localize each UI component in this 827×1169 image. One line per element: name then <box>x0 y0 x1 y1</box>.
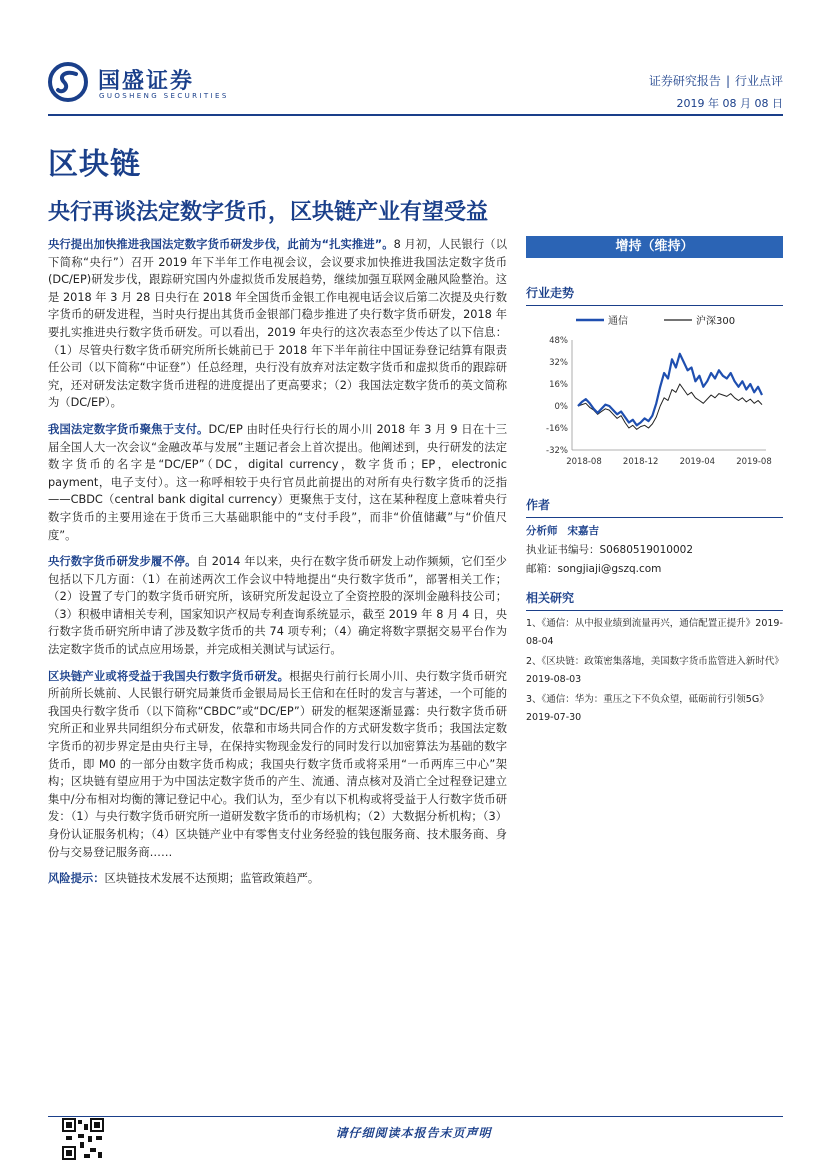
header-divider <box>48 114 783 116</box>
legend-label: 沪深300 <box>696 316 736 327</box>
risk-paragraph <box>48 870 507 888</box>
x-tick-label: 2019-08 <box>736 457 772 467</box>
logo-text: 国盛证券 <box>98 69 195 94</box>
sector-title: 区块链 <box>48 147 141 182</box>
y-tick-label: -16% <box>546 424 568 434</box>
body-paragraph <box>48 236 507 412</box>
author-section-title: 作者 <box>526 490 783 518</box>
y-tick-label: 16% <box>549 380 568 390</box>
logo-english-text: GUOSHENG SECURITIES <box>99 92 229 100</box>
paragraph-lead: 我国法定数字货币聚焦于支付。 <box>48 422 209 436</box>
y-tick-label: 0% <box>554 402 568 412</box>
rating-badge: 增持（维持） <box>526 236 783 258</box>
paragraph-text: DC/EP 由时任央行行长的周小川 2018 年 3 月 9 日在十三届全国人大一次会议“金融改革与发展”主题记者会上首次提出。他阐述到，央行研发的法定数字货币的名字是“DC/EP”（DC，digital currency，数字货币；EP，electronic payment，电子支付）。这一称呼相较于央行官员此前提出的对所有央行数字货币的泛指——CBDC（central bank digital currency）更聚焦于支付，这在某种程度上意味着央行数字货币的主要用途在于货币三大基础职能中的“支付手段”，而非“价值储藏”与“价值尺度”。 <box>48 422 507 542</box>
analyst-email: 邮箱：songjiaji@gszq.com <box>526 563 662 575</box>
related-section-title: 相关研究 <box>526 583 783 611</box>
chart-plot-area <box>578 354 762 430</box>
series-line <box>578 384 762 429</box>
report-type-primary: 证券研究报告 <box>648 74 721 88</box>
x-tick-label: 2018-12 <box>622 457 659 467</box>
analyst-row <box>526 522 783 541</box>
x-tick-label: 2019-04 <box>679 457 716 467</box>
chart-legend <box>576 314 735 327</box>
series-line <box>578 354 762 426</box>
paragraph-text: 8 月初，人民银行（以下简称“央行”）召开 2019 年下半年工作电视会议，会议要求加快推进我国法定数字货币(DC/EP)研发步伐，跟踪研究国内外虚拟货币发展趋势，继续加强互联网金融风险整治。这是 2018 年 3 月 28 日央行在 2018 年全国货币金银工作电视电话会议后第二次提及央行数字货币的研发进程，当时央行提出其货币金银部门稳步推进了央行数字货币研发，2018 年要扎实推进央行数字货币研发。可以看出，2019 年央行的这次表态至少传达了以下信息：（1）尽管央行数字货币研究所所长姚前已于 2018 年下半年前往中国证券登记结算有限责任公司（以下简称“中证登”）任总经理，央行没有放弃对法定数字货币和虚拟货币的跟踪研究，还对研发法定数字货币进程的进度提出了更高要求；（2）我国法定数字货币的英文简称为（DC/EP）。 <box>48 238 507 410</box>
risk-text: 区块链技术发展不达预期；监管政策趋严。 <box>104 872 320 886</box>
author-info <box>526 518 783 579</box>
y-tick-label: -32% <box>546 446 568 456</box>
risk-lead: 风险提示： <box>48 872 105 886</box>
report-type-separator: | <box>725 74 730 88</box>
legend-label: 通信 <box>608 316 628 327</box>
related-research-item[interactable]: 2、《区块链：政策密集落地，美国数字货币监管进入新时代》2019-08-03 <box>526 656 780 685</box>
paragraph-text: 根据央行前行长周小川、央行数字货币研究所前所长姚前、人民银行研究局兼货币金银局局长王信和在任时的发言与著述，一个可能的我国央行数字货币（以下简称“CBDC”或“DC/EP”）研发的框架逐渐显露：央行数字货币研究所正和业界共同组织分布式研发，依靠和市场共同合作的方式研发数字货币；我国法定数字货币的初步界定是由央行主导，在保持实物现金发行的同时发行以加密算法为基础的数字货币，即 M0 的一部分由数字货币构成；我国央行数字货币或将采用“一币两库三中心”架构；区块链有望应用于为中国法定数字货币的产生、流通、清点核对及消亡全过程登记建立集中/分布相对均衡的簿记登记中心。我们认为，至少有以下机构或将受益于人行数字货币研发：（1）与央行数字货币研究所一道研发数字货币的市场机构；（2）大数据分析机构；（3）身份认证服务机构；（4）区块链产业中有零售支付业务经验的钱包服务商、技术服务商、身份与交易登记服务商…… <box>48 669 507 859</box>
analyst-label: 分析师 <box>526 525 558 537</box>
chart-x-axis <box>566 450 772 467</box>
paragraph-lead: 央行数字货币研发步履不停。 <box>48 555 197 569</box>
body-paragraph <box>48 421 507 544</box>
paragraph-lead: 区块链产业或将受益于我国央行数字货币研发。 <box>48 669 290 683</box>
main-body <box>48 236 507 897</box>
x-tick-label: 2018-08 <box>566 457 602 467</box>
trend-section-title: 行业走势 <box>526 278 783 306</box>
related-research-list <box>526 611 783 727</box>
sidebar <box>526 236 783 729</box>
y-tick-label: 48% <box>549 336 568 346</box>
report-headline: 央行再谈法定数字货币，区块链产业有望受益 <box>48 200 489 225</box>
chart-y-axis <box>546 336 572 456</box>
y-tick-label: 32% <box>549 358 568 368</box>
logo-icon <box>48 62 88 102</box>
related-research-item[interactable]: 1、《通信：从中报业绩到流量再兴，通信配置正提升》2019-08-04 <box>526 618 783 647</box>
paragraph-lead: 央行提出加快推进我国法定数字货币研发步伐，此前为“扎实推进”。 <box>48 238 394 251</box>
trend-chart-svg <box>526 306 783 476</box>
body-paragraph <box>48 668 507 862</box>
related-research-item[interactable]: 3、《通信：华为：重压之下不负众望，砥砺前行引领5G》2019-07-30 <box>526 694 769 723</box>
paragraph-text: 自 2014 年以来，央行在数字货币研发上动作频频，它们至少包括以下几方面：（1）在前述两次工作会议中特地提出“央行数字货币”，部署相关工作；（2）设置了专门的数字货币研究所，该研究所发起设立了全资控股的深圳金融科技公司；（3）积极申请相关专利，国家知识产权局专利查询系统显示，截至 2019 年 8 月 4 日，央行数字货币研究所申请了涉及数字货币的共 74 项专利；（4）确定将数字票据交易平台作为法定数字货币的试点应用场景，并完成相关测试与试运行。 <box>48 555 507 657</box>
body-paragraph <box>48 553 507 659</box>
footer-divider <box>48 1116 783 1117</box>
analyst-certificate: 执业证书编号：S0680519010002 <box>526 544 694 556</box>
footer-disclaimer-note: 请仔细阅读本报告末页声明 <box>335 1126 492 1140</box>
report-type <box>649 72 783 89</box>
trend-chart <box>526 306 783 476</box>
report-date: 2019 年 08 月 08 日 <box>676 97 783 110</box>
analyst-name: 宋嘉吉 <box>567 525 599 537</box>
page-header <box>48 62 783 110</box>
report-type-secondary: 行业点评 <box>734 74 783 88</box>
